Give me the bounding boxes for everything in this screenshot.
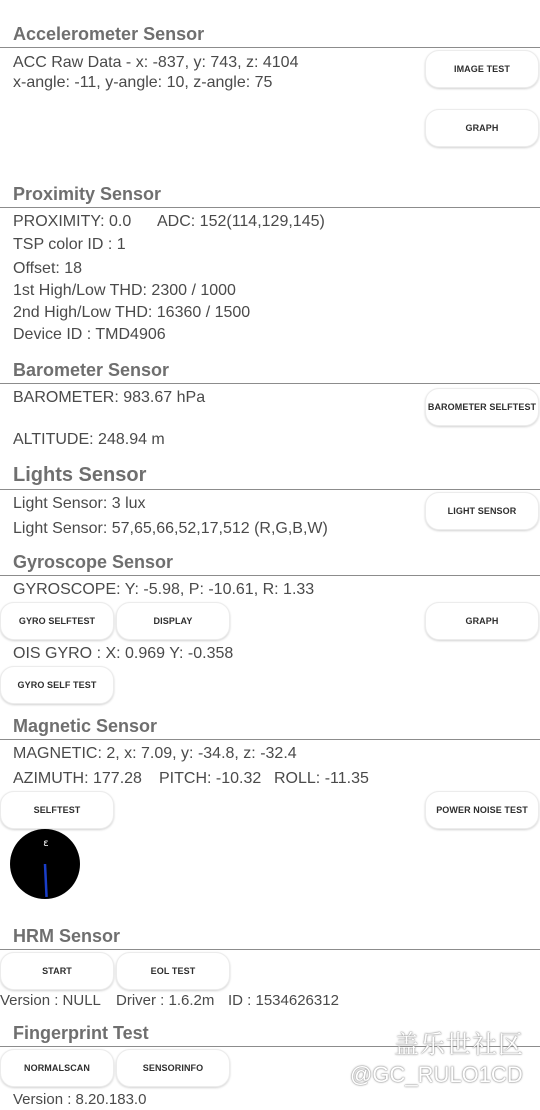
hrm-version: Version : NULL bbox=[0, 992, 101, 1009]
gyroscope-value: GYROSCOPE: Y: -5.98, P: -10.61, R: 1.33 bbox=[13, 581, 315, 598]
proximity-thd1: 1st High/Low THD: 2300 / 1000 bbox=[13, 282, 236, 299]
proximity-value: PROXIMITY: 0.0 bbox=[13, 213, 132, 230]
hrm-driver: Driver : 1.6.2m bbox=[116, 992, 215, 1009]
azimuth-value: AZIMUTH: 177.28 bbox=[13, 770, 142, 787]
tsp-color-id: TSP color ID : 1 bbox=[13, 236, 126, 253]
watermark-handle: @GC_RULO1CD bbox=[350, 1062, 523, 1087]
acc-graph-button[interactable]: GRAPH bbox=[425, 109, 539, 147]
proximity-thd2: 2nd High/Low THD: 16360 / 1500 bbox=[13, 304, 251, 321]
gyroscope-title: Gyroscope Sensor bbox=[13, 552, 174, 572]
watermark-cn: 盖乐世社区 bbox=[394, 1031, 525, 1059]
gyro-self-test-button[interactable]: GYRO SELF TEST bbox=[0, 666, 114, 704]
light-lux: Light Sensor: 3 lux bbox=[13, 495, 146, 512]
hrm-start-button[interactable]: START bbox=[0, 952, 114, 990]
magnetic-selftest-button[interactable]: SELFTEST bbox=[0, 791, 114, 829]
light-sensor-button[interactable]: LIGHT SENSOR bbox=[425, 492, 539, 530]
compass-icon bbox=[10, 829, 80, 899]
normalscan-button[interactable]: NORMALSCAN bbox=[0, 1049, 114, 1087]
magnetic-value: MAGNETIC: 2, x: 7.09, y: -34.8, z: -32.4 bbox=[13, 745, 297, 762]
divider bbox=[0, 739, 540, 740]
proximity-offset: Offset: 18 bbox=[13, 260, 83, 277]
light-rgbw: Light Sensor: 57,65,66,52,17,512 (R,G,B,W) bbox=[13, 520, 328, 537]
compass-dial bbox=[10, 829, 80, 899]
hrm-title: HRM Sensor bbox=[13, 926, 121, 946]
roll-value: ROLL: -11.35 bbox=[274, 770, 369, 787]
divider bbox=[0, 489, 540, 490]
gyro-display-button[interactable]: DISPLAY bbox=[116, 602, 230, 640]
barometer-title: Barometer Sensor bbox=[13, 360, 170, 380]
ois-gyro-value: OIS GYRO : X: 0.969 Y: -0.358 bbox=[13, 645, 234, 662]
proximity-device-id: Device ID : TMD4906 bbox=[13, 326, 166, 343]
acc-angle: x-angle: -11, y-angle: 10, z-angle: 75 bbox=[13, 74, 273, 91]
pitch-value: PITCH: -10.32 bbox=[159, 770, 262, 787]
magnetic-title: Magnetic Sensor bbox=[13, 716, 158, 736]
gyro-selftest-button[interactable]: GYRO SELFTEST bbox=[0, 602, 114, 640]
proximity-title: Proximity Sensor bbox=[13, 184, 162, 204]
divider bbox=[0, 47, 540, 48]
barometer-value: BAROMETER: 983.67 hPa bbox=[13, 389, 206, 406]
compass-needle bbox=[45, 864, 47, 897]
divider bbox=[0, 383, 540, 384]
power-noise-test-button[interactable]: POWER NOISE TEST bbox=[425, 791, 539, 829]
divider bbox=[0, 949, 540, 950]
accelerometer-title: Accelerometer Sensor bbox=[13, 24, 205, 44]
sensorinfo-button[interactable]: SENSORINFO bbox=[116, 1049, 230, 1087]
gyro-graph-button[interactable]: GRAPH bbox=[425, 602, 539, 640]
divider bbox=[0, 575, 540, 576]
fingerprint-title: Fingerprint Test bbox=[13, 1023, 149, 1043]
proximity-adc: ADC: 152(114,129,145) bbox=[157, 213, 325, 230]
compass-mark: ε bbox=[43, 838, 49, 849]
lights-title: Lights Sensor bbox=[13, 464, 147, 486]
acc-raw-data: ACC Raw Data - x: -837, y: 743, z: 4104 bbox=[13, 54, 299, 71]
image-test-button[interactable]: IMAGE TEST bbox=[425, 50, 539, 88]
altitude-value: ALTITUDE: 248.94 m bbox=[13, 431, 165, 448]
hrm-id: ID : 1534626312 bbox=[228, 992, 339, 1009]
fingerprint-version: Version : 8.20.183.0 bbox=[13, 1091, 147, 1108]
barometer-selftest-button[interactable]: BAROMETER SELFTEST bbox=[425, 388, 539, 426]
divider bbox=[0, 207, 540, 208]
hrm-eol-test-button[interactable]: EOL TEST bbox=[116, 952, 230, 990]
